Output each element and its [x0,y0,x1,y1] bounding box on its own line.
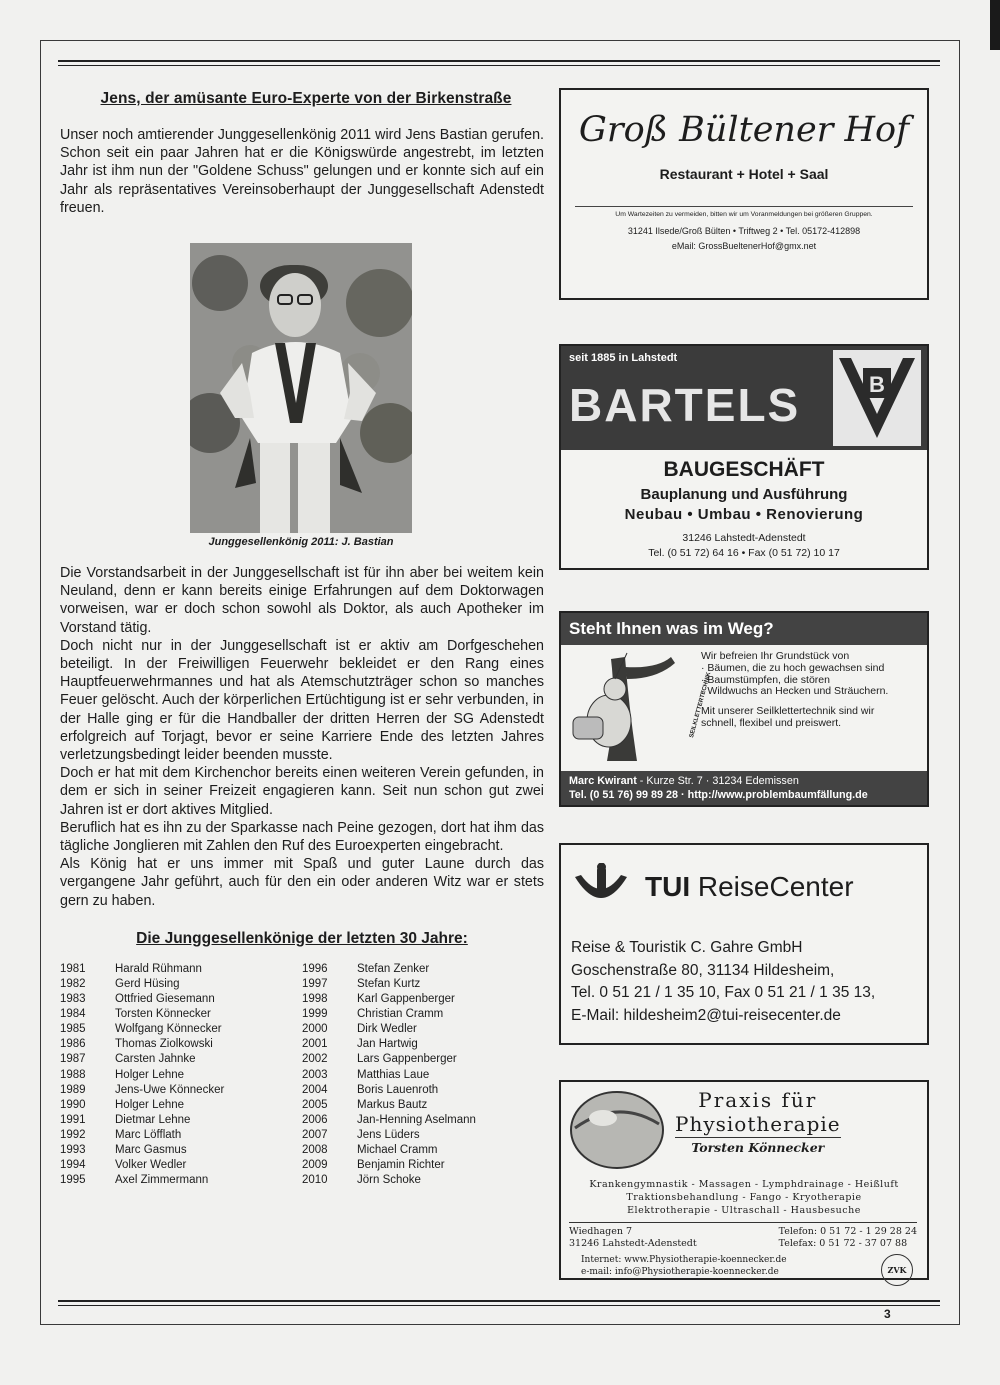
king-name: Markus Bautz [357,1098,428,1111]
king-year: 1991 [60,1113,86,1126]
king-row [302,1158,544,1173]
king-name: Carsten Jahnke [115,1053,196,1066]
king-year: 1998 [302,993,328,1006]
king-name: Michael Cramm [357,1144,438,1156]
king-name: Ottfried Giesemann [115,993,215,1006]
physio-header [567,1088,927,1172]
physio-title-2: Physiotherapie [675,1112,841,1136]
scan-edge [990,0,1000,50]
king-row [60,1052,302,1067]
king-name: Dirk Wedler [357,1023,417,1036]
physio-web [581,1254,927,1278]
king-year: 1982 [60,977,86,990]
king-year: 2006 [302,1113,328,1126]
king-row [60,1037,302,1052]
seil-intro: Wir befreien Ihr Grundstück von [701,650,850,662]
bartels-contact [561,531,927,561]
bartels-phone: Tel. (0 51 72) 64 16 • Fax (0 51 72) 10 17 [648,547,840,559]
king-year: 1992 [60,1128,86,1141]
king-row [60,1022,302,1037]
king-row [302,1113,544,1128]
king-name: Benjamin Richter [357,1159,445,1172]
physio-address [569,1222,917,1250]
article [60,90,544,1188]
body-paragraph: Beruflich hat es ihn zu der Sparkasse nach Peine gezogen, dort hat ihm das tägliche Jonglieren mit Zahlen den Ruf des Euroexperten eingebracht. [60,819,544,855]
king-year: 1981 [60,962,86,975]
king-name: Gerd Hüsing [115,977,180,990]
king-row [302,1143,544,1158]
king-year: 2005 [302,1098,328,1111]
king-name: Marc Gasmus [115,1144,187,1156]
king-row [60,1098,302,1113]
king-photo-figure [190,243,412,548]
article-intro: Unser noch amtierender Junggesellenkönig 2011 wird Jens Bastian gerufen. Schon seit ein paar Jahren hat er die Königswürde angestrebt, im letzten Jahr ist ihm nun der "Goldene Schuss" gelungen und er konnte sich auf ein Jahr als repräsentatives Vereinsoberhaupt der Junggesellschaft Adenstedt freuen. [60,127,544,216]
zvk-seal-icon: ZVK [881,1254,913,1286]
tui-address [571,937,927,1027]
bottom-rule [58,1300,940,1306]
seil-contact-name: Marc Kwirant [569,775,637,787]
physio-titles [675,1088,841,1172]
gbh-name: Groß Bültener Hof [578,110,910,150]
king-row [60,1143,302,1158]
king-row [302,977,544,992]
king-year: 1988 [60,1068,86,1081]
photo-caption: Junggesellenkönig 2011: J. Bastian [208,536,394,549]
king-name: Thomas Ziolkowski [115,1038,213,1051]
king-name: Jan Hartwig [357,1038,418,1051]
king-row [302,1007,544,1022]
tui-line: Tel. 0 51 21 / 1 35 10, Fax 0 51 21 / 1 35 13, [571,984,876,1001]
king-row [60,962,302,977]
tui-line: Reise & Touristik C. Gahre GmbH [571,939,803,956]
kings-list [60,962,544,1188]
gbh-address: 31241 Ilsede/Groß Bülten • Triftweg 2 • Tel. 05172-412898 [627,226,861,236]
divider [575,206,913,207]
king-year: 1986 [60,1038,86,1051]
bartels-title: BAUGESCHÄFT [663,458,825,481]
king-year: 1990 [60,1098,86,1111]
ad-seilklettertechnik [559,611,929,807]
king-name: Jan-Henning Aselmann [357,1113,476,1126]
king-name: Torsten Könnecker [115,1008,211,1021]
king-year: 1999 [302,1008,328,1021]
bartels-logo-letter: B [869,372,885,397]
body-paragraph: Als König hat er uns immer mit Spaß und guter Laune durch das vergangene Jahr geführt, auch für den ein oder anderen Witz war er stets gern zu haben. [60,856,544,909]
king-name: Holger Lehne [115,1068,185,1081]
tree-climber-icon [567,649,685,761]
king-year: 1985 [60,1023,86,1036]
seil-item: · Wildwuchs an Hecken und Sträuchern. [701,685,889,698]
ad-tui-reisecenter [559,843,929,1045]
king-row [60,1007,302,1022]
king-name: Karl Gappenberger [357,993,455,1006]
tui-brand-bold: TUI [645,871,691,902]
seil-item: · Baumstümpfen, die stören [701,673,830,686]
physio-owner: Torsten Könnecker [675,1137,841,1155]
therapy-ball-icon [567,1088,667,1172]
physio-street: Wiedhagen 7 [569,1226,633,1237]
bartels-name: BARTELS [569,379,801,431]
body-paragraph: Doch er hat mit dem Kirchenchor bereits einen weiteren Verein gefunden, in dem er sich in seiner Freizeit engagieren kann. Seit nun schon gut zwei Jahren ist er dort aktives Mitglied. [60,765,544,818]
gbh-note: Um Wartezeiten zu vermeiden, bitten wir um Voranmeldungen bei größeren Gruppen. [615,211,873,218]
king-name: Jens Lüders [357,1128,420,1141]
seil-text [701,651,888,730]
king-name: Wolfgang Könnecker [115,1023,222,1036]
tui-logo [571,863,927,911]
bartels-banner [561,346,927,450]
king-row [302,1098,544,1113]
king-year: 1987 [60,1053,86,1066]
king-row [302,1052,544,1067]
tui-brand-light: ReiseCenter [690,871,854,902]
seil-headline: Steht Ihnen was im Weg? [561,613,927,645]
physio-fax: Telefax: 0 51 72 - 37 07 88 [778,1238,908,1249]
king-year: 1983 [60,993,86,1006]
bartels-line1: Bauplanung und Ausführung [640,486,848,503]
physio-internet: Internet: www.Physiotherapie-koennecker.de [581,1255,787,1265]
page-number: 3 [884,1307,891,1321]
king-name: Volker Wedler [115,1159,187,1172]
king-name: Holger Lehne [115,1098,185,1111]
ad-gross-bueltener-hof [559,88,929,300]
seil-outro: schnell, flexibel und preiswert. [701,716,842,729]
king-year: 1993 [60,1144,86,1156]
king-year: 2007 [302,1128,328,1141]
king-year: 2004 [302,1083,328,1096]
king-name: Stefan Kurtz [357,977,421,990]
king-name: Jörn Schoke [357,1174,421,1187]
bartels-since: seit 1885 in Lahstedt [569,352,678,364]
king-year: 1995 [60,1174,86,1187]
article-body [60,564,544,910]
seil-body [561,645,927,751]
king-row [60,992,302,1007]
king-year: 1996 [302,962,328,975]
king-name: Christian Cramm [357,1008,444,1021]
king-year: 2002 [302,1053,328,1066]
physio-service-line: Krankengymnastik - Massagen - Lymphdrainage - Heißluft [589,1179,899,1190]
king-row [60,1128,302,1143]
king-year: 2008 [302,1144,328,1156]
king-year: 2000 [302,1023,328,1036]
king-year: 2009 [302,1159,328,1172]
physio-service-line: Elektrotherapie - Ultraschall - Hausbesuche [627,1205,861,1216]
king-year: 1984 [60,1008,86,1021]
king-row [302,1083,544,1098]
body-paragraph: Doch nicht nur in der Junggesellschaft ist er aktiv am Dorfgeschehen beteiligt. In der Freiwilligen Feuerwehr bekleidet er den Rang eines Hauptfeuerwehrmannes und hat als Atemschutzträger schon so manches Feuer gelöscht. Auch der körperlichen Ertüchtigung ist er sehr verbunden, in der Halle ging er für die Handballer der dritten Herren der SG Adenstedt erfolgreich auf Torjagt, bevor er seine Karriere Ende des letzten Jahres verletzungsbedingt leider beenden musste. [60,637,544,764]
king-name: Axel Zimmermann [115,1174,209,1187]
king-row [302,1068,544,1083]
king-name: Matthias Laue [357,1068,430,1081]
seil-contact-address: - Kurze Str. 7 · 31234 Edemissen [636,775,799,787]
tui-line: E-Mail: hildesheim2@tui-reisecenter.de [571,1006,841,1024]
physio-email: e-mail: info@Physiotherapie-koennecker.de [581,1267,779,1277]
bartels-line2: Neubau • Umbau • Renovierung [624,506,864,523]
king-year: 1997 [302,977,328,990]
king-year: 1989 [60,1083,86,1096]
seil-side-label: SEILKLETTERTECHNIK [689,671,713,739]
tui-smile-icon [571,863,633,911]
king-name: Boris Lauenroth [357,1083,439,1096]
physio-tel: Telefon: 0 51 72 - 1 29 28 24 [778,1226,917,1237]
king-row [302,1173,544,1188]
king-row [60,1083,302,1098]
king-photo [190,243,412,533]
physio-services [561,1178,927,1217]
king-year: 2001 [302,1038,328,1051]
seil-item: · Bäumen, die zu hoch gewachsen sind [701,661,885,674]
king-year: 2003 [302,1068,328,1081]
ad-physiotherapie [559,1080,929,1280]
king-row [60,1158,302,1173]
seil-contact-tel: Tel. (0 51 76) 99 89 28 · http://www.problembaumfällung.de [569,789,868,801]
physio-city: 31246 Lahstedt-Adenstedt [569,1238,697,1249]
king-row [302,992,544,1007]
king-row [302,962,544,977]
kings-column-left [60,962,302,1188]
bartels-logo-icon [833,350,921,446]
king-row [302,1128,544,1143]
kings-list-title: Die Junggesellenkönige der letzten 30 Jahre: [136,929,468,947]
king-row [60,1173,302,1188]
king-row [60,977,302,992]
seil-outro: Mit unserer Seilklettertechnik sind wir [701,705,875,718]
king-row [302,1022,544,1037]
tui-brand [645,871,854,903]
king-name: Dietmar Lehne [115,1113,191,1126]
king-name: Marc Löfflath [115,1128,182,1141]
bartels-city: 31246 Lahstedt-Adenstedt [682,532,806,544]
physio-title-1: Praxis für [698,1088,818,1112]
seil-footer [561,771,927,805]
gbh-subtitle: Restaurant + Hotel + Saal [659,166,829,182]
article-title: Jens, der amüsante Euro-Experte von der Birkenstraße [100,90,512,107]
king-row [60,1068,302,1083]
king-year: 1994 [60,1159,86,1172]
king-year: 2010 [302,1174,328,1187]
king-row [60,1113,302,1128]
gbh-contact [561,224,927,254]
king-name: Lars Gappenberger [357,1053,457,1066]
physio-service-line: Traktionsbehandlung - Fango - Kryotherapie [626,1192,862,1203]
top-rule [58,60,940,66]
tui-line: Goschenstraße 80, 31134 Hildesheim, [571,961,835,979]
king-name: Jens-Uwe Könnecker [115,1083,225,1096]
king-name: Stefan Zenker [357,962,430,975]
kings-column-right [302,962,544,1188]
king-name: Harald Rühmann [115,962,202,975]
gbh-email: eMail: GrossBueltenerHof@gmx.net [671,241,817,251]
seil-contact [569,774,919,788]
ad-bartels [559,344,929,570]
king-row [302,1037,544,1052]
body-paragraph: Die Vorstandsarbeit in der Junggesellschaft ist für ihn aber bei weitem kein Neuland, denn er kann bereits einige Erfahrungen auf dem Doktorwagen vorweisen, war er doch schon sowohl als Doktor, als auch Apotheker im Vorstand tätig. [60,565,544,636]
